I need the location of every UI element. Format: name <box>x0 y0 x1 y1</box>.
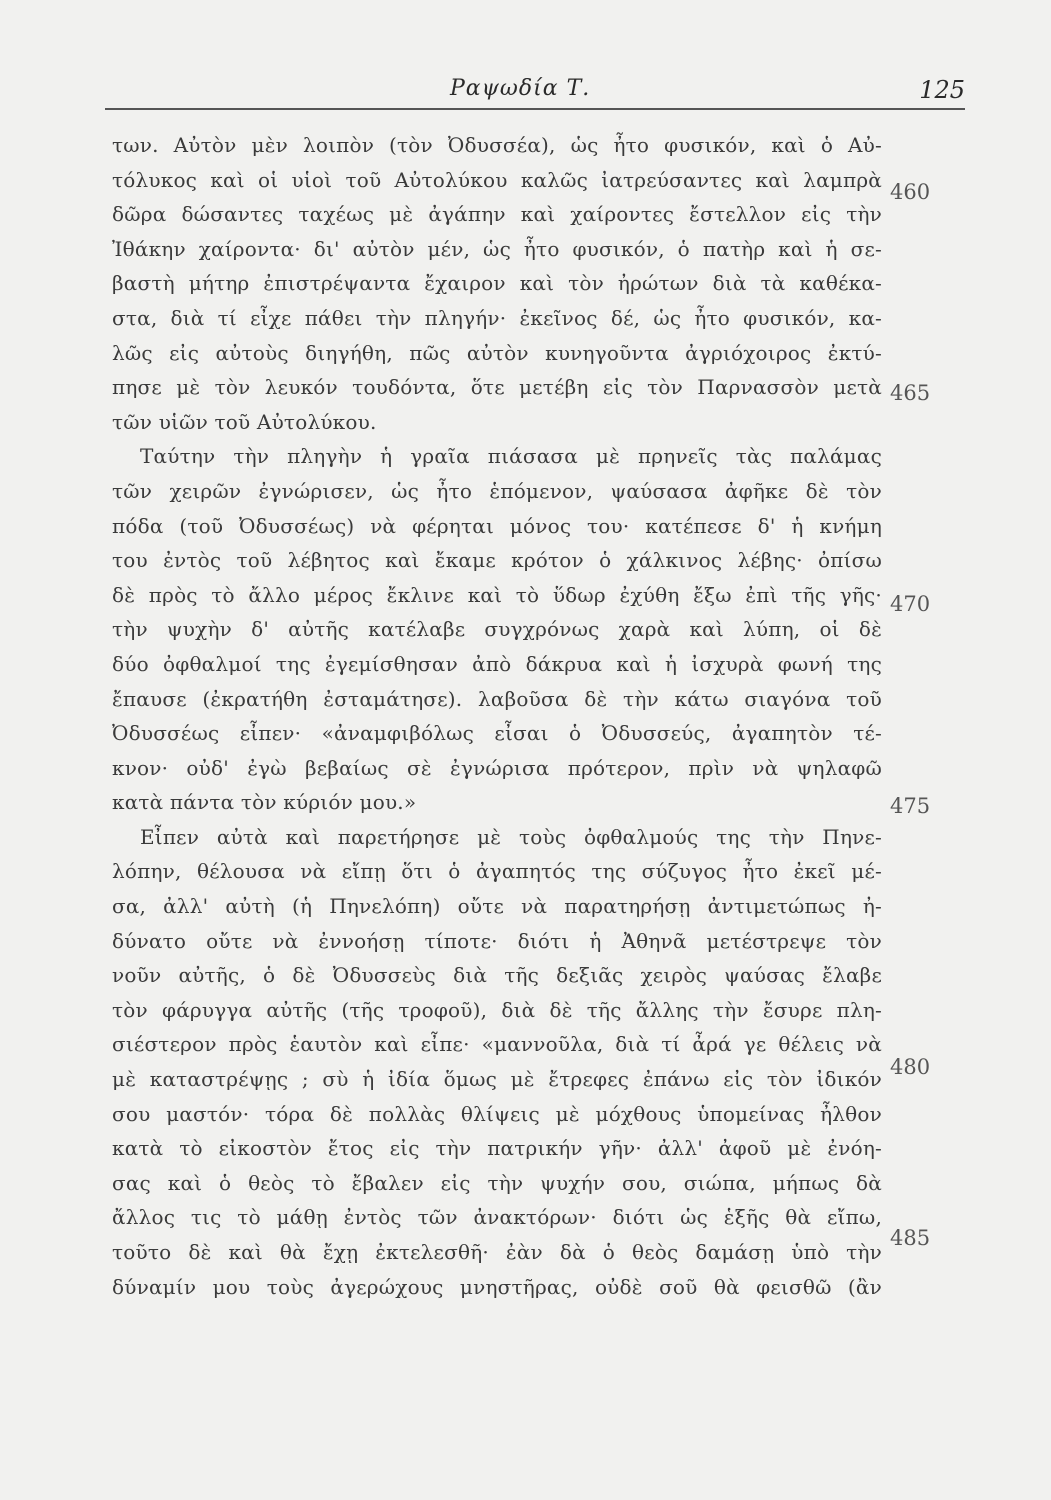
text-line: των. Αὐτὸν μὲν λοιπὸν (τὸν Ὀδυσσέα), ὡς ἦτο φυσικόν, καὶ ὁ Αὐ- <box>112 133 882 157</box>
text-line: Ταύτην τὴν πληγὴν ἡ γραῖα πιάσασα μὲ πρηνεῖς τὰς παλάμας <box>140 444 882 469</box>
text-line: τῶν χειρῶν ἐγνώρισεν, ὡς ἦτο ἑπόμενον, ψαύσασα ἀφῆκε δὲ τὸν <box>112 478 882 503</box>
text-line: κατὰ τὸ εἰκοστὸν ἔτος εἰς τὴν πατρικήν γῆν· ἀλλ' ἀφοῦ μὲ ἐνόη- <box>112 1136 882 1161</box>
body-text <box>112 128 882 1304</box>
text-line: κατὰ πάντα τὸν κύριόν μου.» <box>112 790 417 815</box>
text-line: σου μαστόν· τόρα δὲ πολλὰς θλίψεις μὲ μόχθους ὑπομείνας ἦλθον <box>112 1101 882 1126</box>
header-rule <box>105 108 965 110</box>
page-number: 125 <box>919 76 965 104</box>
text-line: λῶς εἰς αὐτοὺς διηγήθη, πῶς αὐτὸν κυνηγοῦντα ἀγριόχοιρος ἐκτύ- <box>112 340 882 365</box>
text-line: βαστὴ μήτηρ ἐπιστρέψαντα ἔχαιρον καὶ τὸν ἠρώτων διὰ τὰ καθέκα- <box>112 271 882 296</box>
text-line: λόπην, θέλουσα νὰ εἴπῃ ὅτι ὁ ἀγαπητός της σύζυγος ἦτο ἐκεῖ μέ- <box>112 859 882 884</box>
text-line: ἔπαυσε (ἐκρατήθη ἐσταμάτησε). λαβοῦσα δὲ τὴν κάτω σιαγόνα τοῦ <box>112 686 882 711</box>
line-number: 460 <box>890 180 931 204</box>
text-line: δὲ πρὸς τὸ ἄλλο μέρος ἔκλινε καὶ τὸ ὕδωρ ἐχύθη ἔξω ἐπὶ τῆς γῆς· <box>112 582 882 607</box>
line-number: 485 <box>890 1226 931 1250</box>
page-header <box>105 70 965 110</box>
text-line: δῶρα δώσαντες ταχέως μὲ ἀγάπην καὶ χαίροντες ἔστελλον εἰς τὴν <box>112 202 882 227</box>
text-line: τὸν φάρυγγα αὐτῆς (τῆς τροφοῦ), διὰ δὲ τῆς ἄλλης τὴν ἔσυρε πλη- <box>112 997 882 1022</box>
running-title: Ραψωδία Τ. <box>450 76 591 101</box>
text-line: δύο ὀφθαλμοί της ἐγεμίσθησαν ἀπὸ δάκρυα καὶ ἡ ἰσχυρὰ φωνή της <box>112 651 882 676</box>
text-line: δύνατο οὔτε νὰ ἐννοήσῃ τίποτε· διότι ἡ Ἀθηνᾶ μετέστρεψε τὸν <box>112 928 882 953</box>
text-line: τῶν υἱῶν τοῦ Αὐτολύκου. <box>112 409 377 434</box>
line-number: 480 <box>890 1055 931 1079</box>
text-line: του ἐντὸς τοῦ λέβητος καὶ ἔκαμε κρότον ὁ χάλκινος λέβης· ὀπίσω <box>112 548 882 573</box>
text-line: Εἶπεν αὐτὰ καὶ παρετήρησε μὲ τοὺς ὀφθαλμούς της τὴν Πηνε- <box>140 824 882 849</box>
line-number: 465 <box>890 381 931 405</box>
text-line: τόλυκος καὶ οἱ υἱοὶ τοῦ Αὐτολύκου καλῶς ἰατρεύσαντες καὶ λαμπρὰ <box>112 167 882 192</box>
text-line: πησε μὲ τὸν λευκόν τουδόντα, ὅτε μετέβη εἰς τὸν Παρνασσὸν μετὰ <box>112 375 882 400</box>
line-number-column <box>890 0 970 1500</box>
text-line: δύναμίν μου τοὺς ἀγερώχους μνηστῆρας, οὐδὲ σοῦ θὰ φεισθῶ (ἂν <box>112 1274 882 1299</box>
text-line: κνον· οὐδ' ἐγὼ βεβαίως σὲ ἐγνώρισα πρότερον, πρὶν νὰ ψηλαφῶ <box>112 755 882 780</box>
text-line: τοῦτο δὲ καὶ θὰ ἔχῃ ἐκτελεσθῆ· ἐὰν δὰ ὁ θεὸς δαμάσῃ ὑπὸ τὴν <box>112 1240 882 1264</box>
text-line: ἄλλος τις τὸ μάθῃ ἐντὸς τῶν ἀνακτόρων· διότι ὡς ἑξῆς θὰ εἴπω, <box>112 1205 882 1230</box>
text-line: σας καὶ ὁ θεὸς τὸ ἔβαλεν εἰς τὴν ψυχήν σου, σιώπα, μήπως δὰ <box>112 1170 882 1195</box>
line-number: 470 <box>890 592 931 616</box>
text-line: Ἰθάκην χαίροντα· δι' αὐτὸν μέν, ὡς ἦτο φυσικόν, ὁ πατὴρ καὶ ἡ σε- <box>112 236 882 261</box>
text-line: μὲ καταστρέψῃς ; σὺ ἡ ἰδία ὅμως μὲ ἔτρεφες ἐπάνω εἰς τὸν ἰδικόν <box>112 1067 882 1092</box>
text-line: σιέστερον πρὸς ἑαυτὸν καὶ εἶπε· «μαννοῦλα, διὰ τί ἆρά γε θέλεις νὰ <box>112 1032 882 1057</box>
text-line: νοῦν αὐτῆς, ὁ δὲ Ὀδυσσεὺς διὰ τῆς δεξιᾶς χειρὸς ψαύσας ἔλαβε <box>112 963 882 988</box>
line-number: 475 <box>890 794 931 818</box>
text-line: στα, διὰ τί εἶχε πάθει τὴν πληγήν· ἐκεῖνος δέ, ὡς ἦτο φυσικόν, κα- <box>112 305 882 330</box>
text-line: τὴν ψυχὴν δ' αὐτῆς κατέλαβε συγχρόνως χαρὰ καὶ λύπη, οἱ δὲ <box>112 617 882 642</box>
text-line: σα, ἀλλ' αὐτὴ (ἡ Πηνελόπη) οὔτε νὰ παρατηρήσῃ ἀντιμετώπως ἠ- <box>112 894 882 919</box>
text-line: Ὀδυσσέως εἶπεν· «ἀναμφιβόλως εἶσαι ὁ Ὀδυσσεύς, ἀγαπητὸν τέ- <box>112 721 882 746</box>
text-line: πόδα (τοῦ Ὀδυσσέως) νὰ φέρηται μόνος του· κατέπεσε δ' ἡ κνήμη <box>112 513 882 538</box>
